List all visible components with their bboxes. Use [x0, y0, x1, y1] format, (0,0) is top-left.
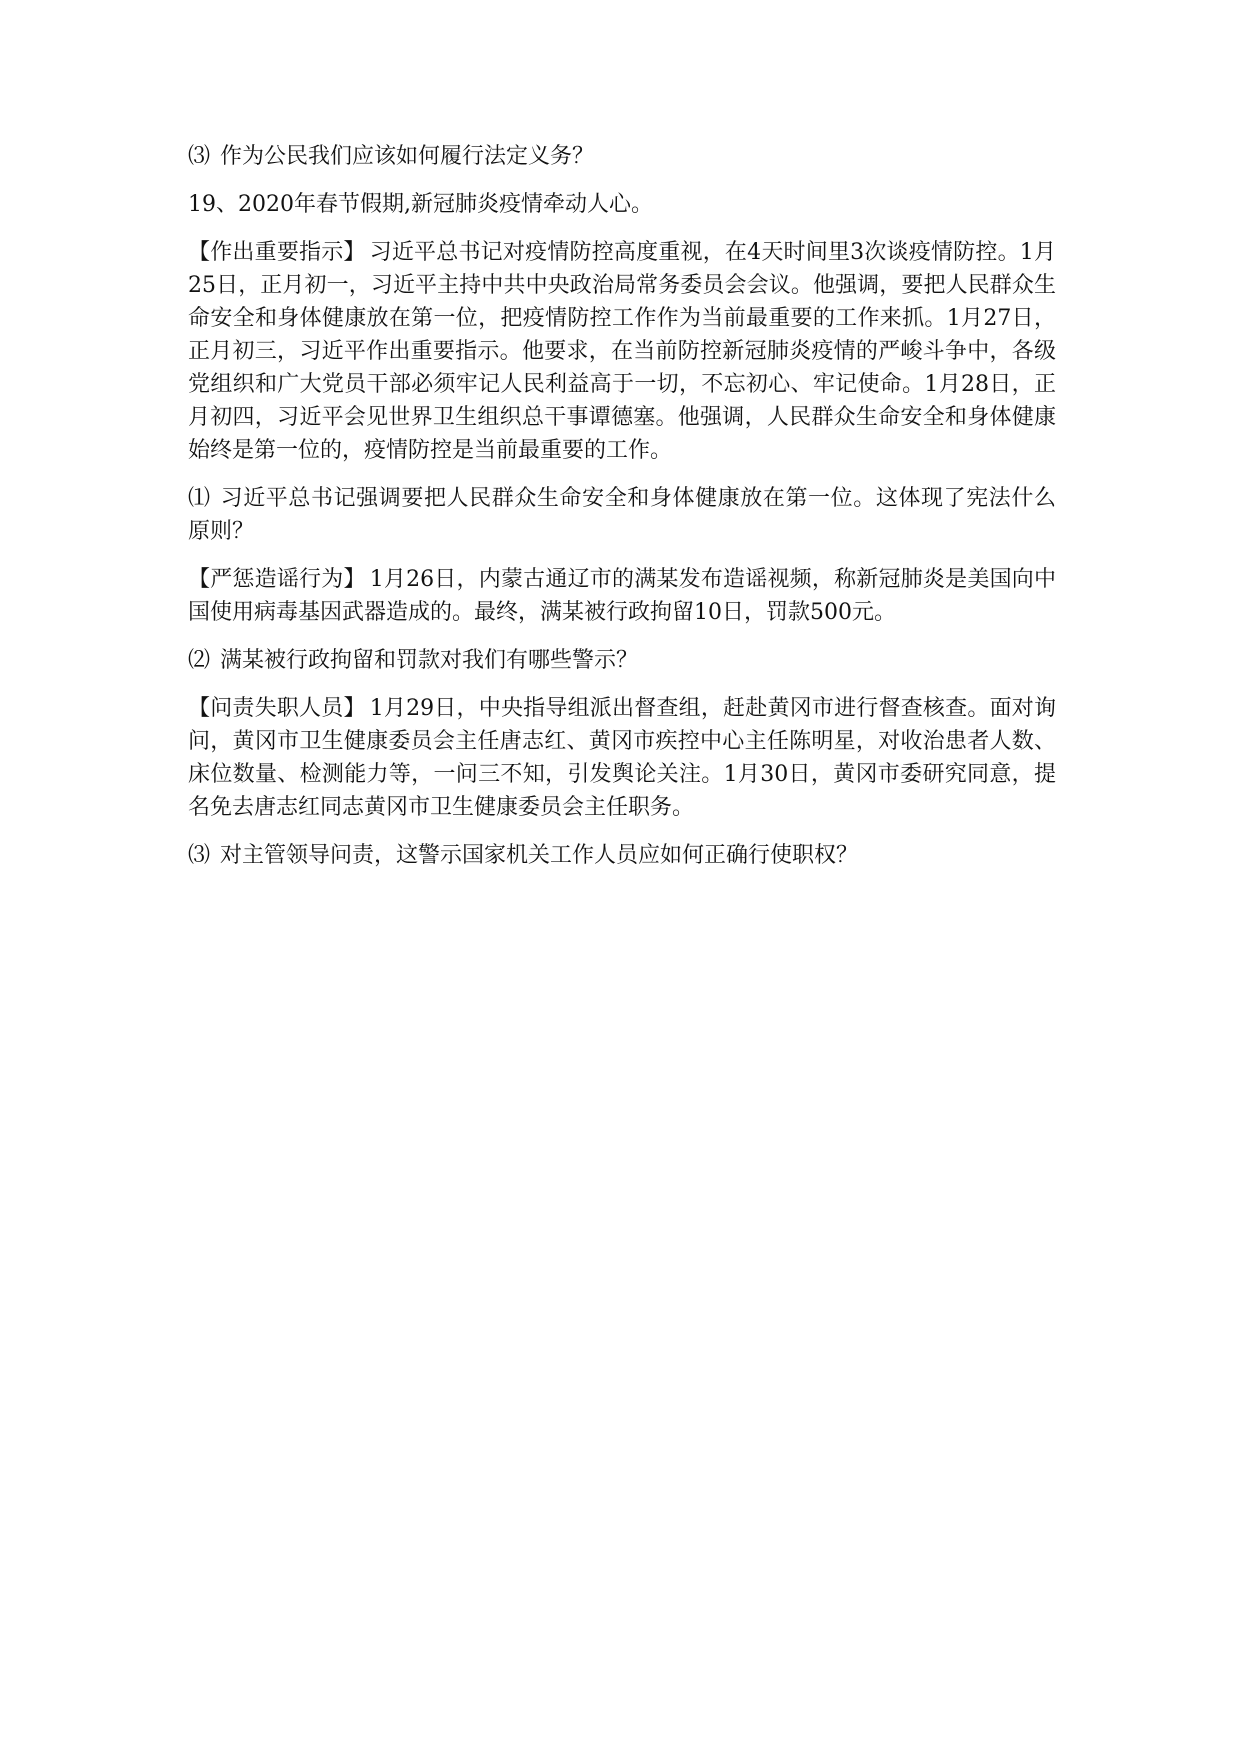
material-punish-rumors	[188, 563, 1056, 629]
question-3-duties	[188, 140, 1056, 173]
question-1-constitution-principle	[188, 482, 1056, 548]
question-number: ⑶	[188, 843, 211, 868]
question-text: 满某被行政拘留和罚款对我们有哪些警示？	[220, 648, 639, 673]
material-text: 1月26日，内蒙古通辽市的满某发布造谣视频，称新冠肺炎是美国向中国使用病毒基因武器造成的。最终，满某被行政拘留10日，罚款500元。	[188, 567, 1056, 625]
material-tag: 【严惩造谣行为】	[188, 567, 366, 592]
material-important-instructions	[188, 236, 1056, 467]
question-text: 作为公民我们应该如何履行法定义务？	[220, 144, 595, 169]
question-text: 习近平总书记强调要把人民群众生命安全和身体健康放在第一位。这体现了宪法什么原则？	[188, 486, 1056, 544]
question-2-warning	[188, 644, 1056, 677]
material-text: 1月29日，中央指导组派出督查组，赶赴黄冈市进行督查核查。面对询问，黄冈市卫生健康委员会主任唐志红、黄冈市疾控中心主任陈明星，对收治患者人数、床位数量、检测能力等，一问三不知，引发舆论关注。1月30日，黄冈市委研究同意，提名免去唐志红同志黄冈市卫生健康委员会主任职务。	[188, 696, 1056, 820]
document-page	[188, 140, 1056, 887]
question-text: 对主管领导问责，这警示国家机关工作人员应如何正确行使职权？	[220, 843, 859, 868]
material-tag: 【问责失职人员】	[188, 696, 366, 721]
question-number: ⑵	[188, 648, 211, 673]
question-number: ⑴	[188, 486, 211, 511]
material-tag: 【作出重要指示】	[188, 240, 366, 265]
question-3-exercise-power	[188, 839, 1056, 872]
heading-text: 19、2020年春节假期,新冠肺炎疫情牵动人心。	[188, 192, 653, 217]
material-accountability	[188, 692, 1056, 824]
question-number: ⑶	[188, 144, 211, 169]
question-19-heading	[188, 188, 1056, 221]
material-text: 习近平总书记对疫情防控高度重视，在4天时间里3次谈疫情防控。1月25日，正月初一，习近平主持中共中央政治局常务委员会会议。他强调，要把人民群众生命安全和身体健康放在第一位，把疫情防控工作作为当前最重要的工作来抓。1月27日，正月初三，习近平作出重要指示。他要求，在当前防控新冠肺炎疫情的严峻斗争中，各级党组织和广大党员干部必须牢记人民利益高于一切，不忘初心、牢记使命。1月28日，正月初四，习近平会见世界卫生组织总干事谭德塞。他强调，人民群众生命安全和身体健康始终是第一位的，疫情防控是当前最重要的工作。	[188, 240, 1056, 463]
